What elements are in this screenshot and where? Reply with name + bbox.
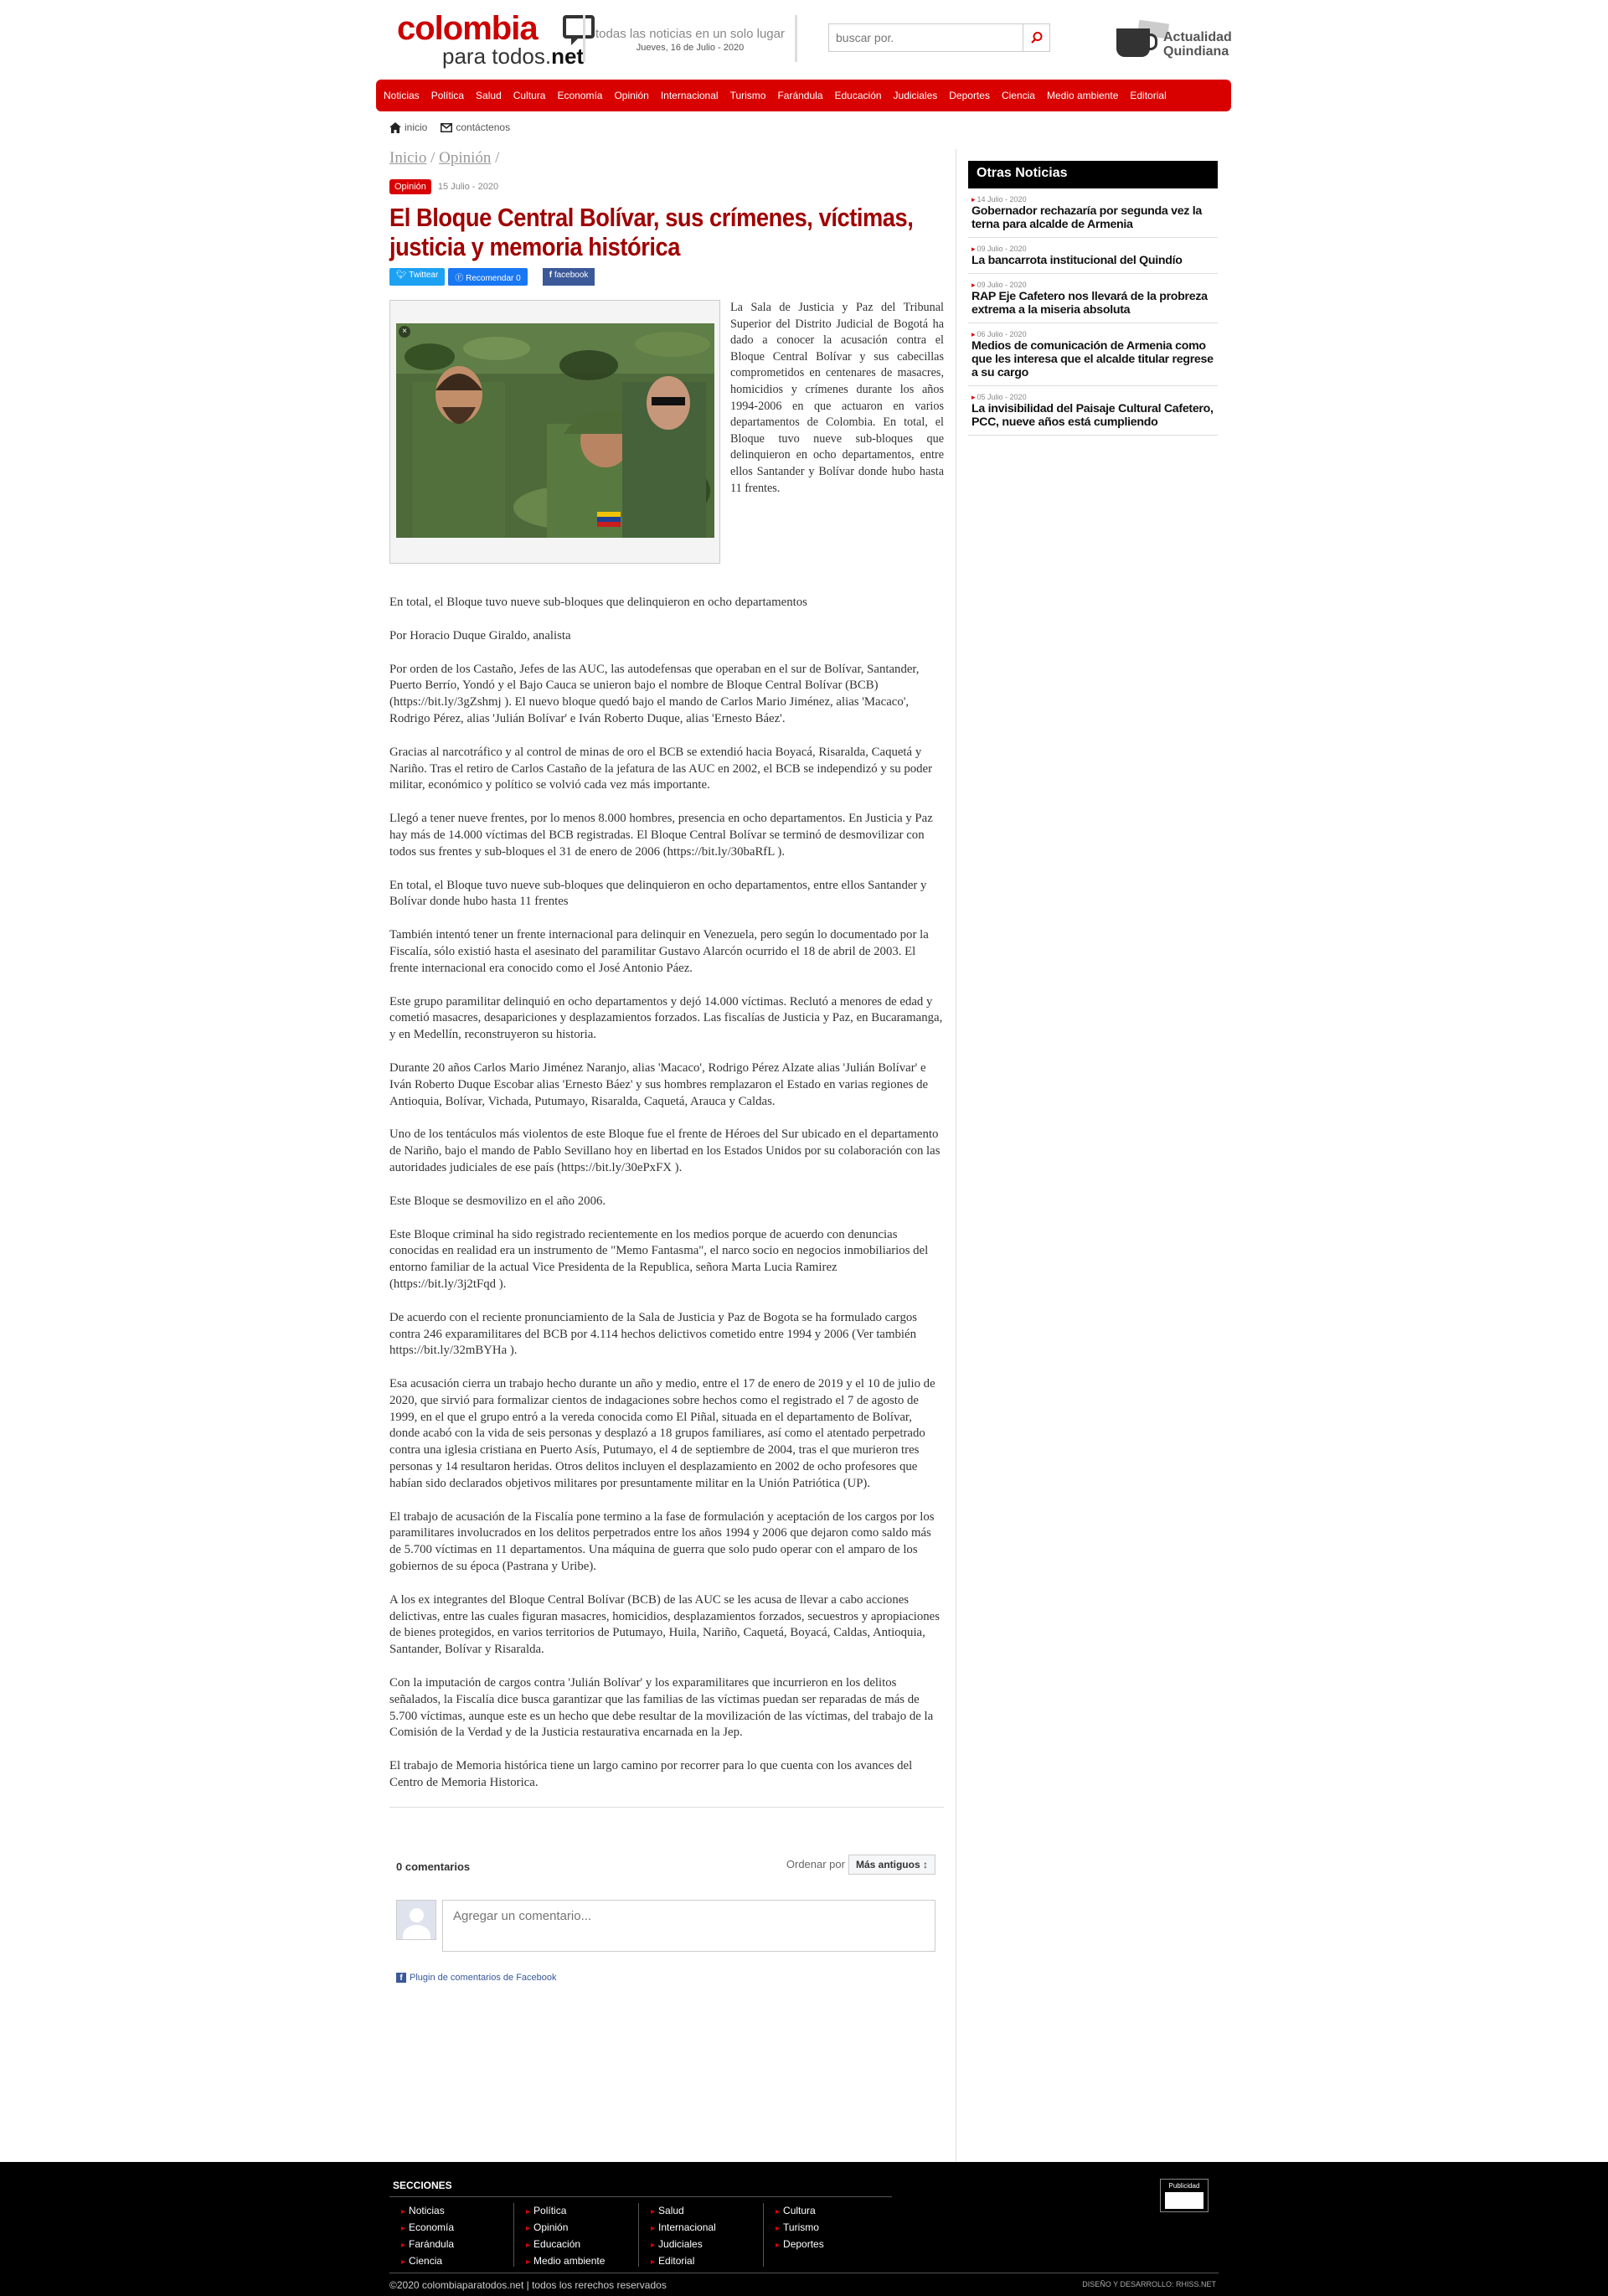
search-button[interactable] [1023, 24, 1049, 51]
footer-link[interactable]: ▸ Educación [526, 2237, 638, 2253]
paragraph: Este Bloque se desmovilizo en el año 2006. [389, 1194, 606, 1208]
news-headline[interactable]: RAP Eje Cafetero nos llevará de la probreza extrema a la miseria absoluta [972, 290, 1208, 317]
article [389, 149, 944, 2025]
nav-item-economia[interactable]: Economía [557, 90, 603, 101]
paragraph: El trabajo de acusación de la Fiscalía pone termino a la fase de formulación y aceptación de los cargos por los paramilitares involucrados en los delitos perpetrados entre los años 1994 y 2006 que dejaron como saldo más de 5.700 víctimas en 11 departamentos. Una máquina de guerra que solo pudo operar con el amparo de los gobiernos de su época (Pastrana y Uribe). [389, 1509, 935, 1574]
home-icon [389, 122, 401, 133]
nav-item-opinion[interactable]: Opinión [614, 90, 649, 101]
logo-line2: para todos.net [442, 44, 585, 69]
copyright: ©2020 colombiaparatodos.net | todos los rerechos reservados [389, 2279, 667, 2291]
article-photo [389, 300, 720, 564]
news-headline[interactable]: Gobernador rechazaría por segunda vez la terna para alcalde de Armenia [972, 204, 1202, 231]
nav-item-salud[interactable]: Salud [476, 90, 502, 101]
article-meta [389, 179, 944, 194]
photo-image [396, 323, 714, 538]
footer-link[interactable]: ▸ Farándula [401, 2237, 513, 2253]
comment-sort [786, 1855, 935, 1875]
sidebar-news-item[interactable] [968, 323, 1218, 386]
news-date: ▸ 06 Julio - 2020 [972, 330, 1214, 339]
close-icon[interactable]: × [399, 326, 410, 338]
footer-column [389, 2203, 514, 2267]
sort-label: Ordenar por [786, 1858, 845, 1871]
partner-name: Actualidad Quindiana [1163, 30, 1232, 59]
paragraph: Este Bloque criminal ha sido registrado recientemente en los medios porque de acuerdo con denuncias conocidas en realidad era un instrumento de "Memo Fantasma", el narco socio en negocios inmobiliarios del entorno familiar de la actual Vice Presidenta de la Republica, señora Marta Lucia Ramirez (https://bit.ly/3j2tFqd ). [389, 1227, 929, 1291]
news-date: ▸ 05 Julio - 2020 [972, 393, 1214, 402]
nav-item-deportes[interactable]: Deportes [949, 90, 990, 101]
facebook-icon: f [396, 1973, 406, 1983]
breadcrumb: Inicio / Opinión / [389, 149, 500, 167]
category-badge[interactable]: Opinión [389, 179, 431, 194]
nav-item-politica[interactable]: Política [430, 90, 465, 101]
footer-link[interactable]: ▸ Política [526, 2203, 638, 2220]
nav-item-internacional[interactable]: Internacional [660, 90, 719, 101]
comment-count: 0 comentarios [396, 1860, 471, 1873]
footer-link[interactable]: ▸ Internacional [651, 2220, 763, 2237]
tagline: todas las noticias en un solo lugar [595, 27, 785, 41]
sort-arrows-icon: ↕︎ [923, 1858, 928, 1870]
site-header [376, 0, 1231, 75]
nav-item-ciencia[interactable]: Ciencia [1001, 90, 1035, 101]
design-credit[interactable]: DISEÑO Y DESARROLLO: RHISS.NET [1082, 2280, 1216, 2288]
paragraph: También intentó tener un frente internacional para delinquir en Venezuela, pero según lo documentado por la Fiscalía, sólo existió hasta el asesinato del paramilitar Gustavo Alarcón ocurrido el 18 de abril de 2003. El frente internacional era conocido como el José Antonio Páez. [389, 928, 929, 975]
footer-link[interactable]: ▸ Judiciales [651, 2237, 763, 2253]
nav-item-noticias[interactable]: Noticias [384, 90, 420, 101]
utility-links [389, 121, 523, 133]
byline: Por Horacio Duque Giraldo, analista [389, 628, 571, 642]
footer-link[interactable]: ▸ Deportes [776, 2237, 889, 2253]
paragraph: Gracias al narcotráfico y al control de minas de oro el BCB se extendió hacia Boyacá, Risaralda, Caquetá y Nariño. Tras el retiro de Carlos Castaño de la jefatura de las AUC en 2002, el BCB se independizó y su poder militar, económico y político se volvió cada vez más importante. [389, 745, 933, 792]
nav-item-farandula[interactable]: Farándula [777, 90, 823, 101]
footer-link[interactable]: ▸ Noticias [401, 2203, 513, 2220]
footer-link[interactable]: ▸ Medio ambiente [526, 2253, 638, 2270]
footer-title: SECCIONES [393, 2180, 452, 2191]
user-avatar [396, 1900, 436, 1940]
news-headline[interactable]: Medios de comunicación de Armenia como que les interesa que el alcalde titular regrese a su cargo [972, 339, 1214, 379]
paragraph: Por orden de los Castaño, Jefes de las AUC, las autodefensas que operaban en el sur de Bolívar, Santander, Puerto Berrío, Yondó y el Bajo Cauca se unieron bajo el nombre de Bloque Central Bolívar (BCB) (https://bit.ly/3gZshmj ). El nuevo bloque quedó bajo el mando de Carlos Mario Jiménez, alias 'Macaco', Rodrigo Pérez, alias 'Julián Bolívar' e Iván Roberto Duque, alias 'Ernesto Báez'. [389, 662, 920, 725]
partner-logo-actualidad-quindiana[interactable] [1113, 18, 1230, 60]
paragraph: Con la imputación de cargos contra 'Julián Bolívar' y los exparamilitares que incurrieron en los delitos señalados, la Fiscalía dice busca garantizar que las familias de las víctimas puedan ser reparadas de más de 5.700 víctimas, aunque este es un hecho que debe resultar de la movilización de las víctimas, del trabajo de la Comisión de la Verdad y de la Justicia restaurativa encarnada en la Jep. [389, 1676, 934, 1740]
footer-column [764, 2203, 889, 2267]
sidebar-news-item[interactable] [968, 238, 1218, 274]
paragraph: En total, el Bloque tuvo nueve sub-bloques que delinquieron en ocho departamentos [389, 596, 807, 609]
nav-item-educacion[interactable]: Educación [834, 90, 882, 101]
search-box [828, 23, 1050, 52]
publicidad-box[interactable] [1160, 2179, 1209, 2212]
twitter-share-button[interactable]: 🐦︎ Twittear [389, 268, 445, 286]
publicidad-banner [1165, 2192, 1203, 2209]
paragraph: En total, el Bloque tuvo nueve sub-bloques que delinquieron en ocho departamentos, entre ellos Santander y Bolívar donde hubo hasta 11 frentes [389, 878, 927, 909]
paragraph: El trabajo de Memoria histórica tiene un largo camino por recorrer para lo que cuenta con los avances del Centro de Memoria Historica. [389, 1759, 913, 1790]
sidebar-title: Otras Noticias [968, 161, 1218, 188]
nav-item-judiciales[interactable]: Judiciales [893, 90, 938, 101]
news-headline[interactable]: La invisibilidad del Paisaje Cultural Cafetero, PCC, nueve años está cumpliendo [972, 402, 1214, 429]
comment-input[interactable] [442, 1900, 935, 1952]
nav-item-editorial[interactable]: Editorial [1130, 90, 1167, 101]
footer-column [639, 2203, 764, 2267]
sidebar-news-item[interactable] [968, 386, 1218, 436]
breadcrumb-section[interactable]: Opinión [439, 149, 492, 167]
paragraph: A los ex integrantes del Bloque Central Bolívar (BCB) de las AUC se les acusa de llevar a cabo acciones delictivas, entre las cuales figuran masacres, homicidios, desplazamientos forzados, secuestros y apropiaciones de bienes protegidos, en varios territorios de Putumayo, Huila, Nariño, Caquetá, Boyacá, Caldas, Antioquia, Santander, Bolívar y Risaralda. [389, 1592, 941, 1657]
footer-link[interactable]: ▸ Opinión [526, 2220, 638, 2237]
footer-link[interactable]: ▸ Salud [651, 2203, 763, 2220]
current-date: Jueves, 16 de Julio - 2020 [636, 43, 745, 53]
publicidad-label: Publicidad [1168, 2182, 1200, 2190]
footer-link[interactable]: ▸ Editorial [651, 2253, 763, 2270]
paragraph: De acuerdo con el reciente pronunciamiento de la Sala de Justicia y Paz de Bogota se ha formulado cargos contra 246 exparamilitares del BCB por 4.114 hechos delictivos cometido entre 1994 y 2006 (Ver también https://bit.ly/32mBYHa ). [389, 1310, 918, 1358]
search-input[interactable] [829, 24, 1022, 51]
sidebar-news-item[interactable] [968, 188, 1218, 238]
share-buttons [389, 268, 944, 286]
article-body [389, 595, 944, 1792]
coffee-cup-icon [1116, 28, 1150, 57]
search-icon [1030, 31, 1044, 44]
news-date: ▸ 09 Julio - 2020 [972, 281, 1214, 290]
nav-item-cultura[interactable]: Cultura [513, 90, 546, 101]
article-lead: La Sala de Justicia y Paz del Tribunal Superior del Distrito Judicial de Bogotá ha dado a conocer la acusación contra el Bloque Central Bolívar y sus cabecillas comprometidos en centenares de masacres, homicidios y crímenes durante los años 1994-2006 en que actuaron en varios departamentos de Colombia. En total, el Bloque tuvo nueve sub-bloques que delinquieron en ocho departamentos, entre ellos Santander y Bolívar donde hubo hasta 11 frentes. [730, 301, 944, 495]
footer-link[interactable]: ▸ Ciencia [401, 2253, 513, 2270]
tagline-box [583, 15, 797, 62]
breadcrumb-home[interactable]: Inicio [389, 149, 427, 167]
paragraph: Uno de los tentáculos más violentos de este Bloque fue el frente de Héroes del Sur ubicado en el departamento de Nariño, bajo el mando de Pablo Sevillano hoy en libertad en los Estados Unidos por su colaboración con las autoridades judiciales de ese país (https://bit.ly/30ePxFX ). [389, 1127, 941, 1174]
news-date: ▸ 09 Julio - 2020 [972, 245, 1214, 254]
main-nav [376, 80, 1231, 111]
lead-section [389, 300, 944, 576]
sort-select[interactable]: Más antiguos ↕︎ [848, 1855, 935, 1875]
footer-sections [389, 2203, 889, 2267]
paragraph: Esa acusación cierra un trabajo hecho durante un año y medio, entre el 17 de enero de 2019 y el 10 de julio de 2020, que sirvió para formalizar cientos de indagaciones sobre hechos como el registrado el 7 de agosto de 1999, en el que el grupo entró a la vereda conocida como El Piñal, situada en el departamento de Bolívar, donde acabó con la vida de seis personas y desplazó a 18 grupos familiares, así como el atentado perpetrado contra una iglesia cristiana en Puerto Asís, Putumayo, el 4 de septiembre de 2004, tras el que murieron tres personas y 14 resultaron heridas. Otros delitos incluyen el desplazamiento en 2002 de ocho profesores que habían sido declarados objetivos militares por presuntamente militar en la Unión Patriótica (UP). [389, 1377, 935, 1490]
article-title: El Bloque Central Bolívar, sus crímenes, víctimas, justicia y memoria histórica [389, 203, 914, 261]
paragraph: Durante 20 años Carlos Mario Jiménez Naranjo, alias 'Macaco', Rodrigo Pérez Alzate alias 'Julián Bolívar' e Iván Roberto Duque Escobar alias 'Ernesto Báez' y sus hombres remplazaron el Estado en varias regiones de Antioquia, Bolívar, Vichada, Putumayo, Risaralda, Caquetá, Arauca y Caldas. [389, 1060, 929, 1108]
home-link[interactable]: inicio [405, 121, 428, 133]
site-footer [0, 2162, 1608, 2296]
nav-item-turismo[interactable]: Turismo [729, 90, 766, 101]
nav-item-medio-ambiente[interactable]: Medio ambiente [1046, 90, 1119, 101]
footer-link[interactable]: ▸ Turismo [776, 2220, 889, 2237]
facebook-plugin-link[interactable]: f Plugin de comentarios de Facebook [396, 1973, 557, 1983]
footer-link[interactable]: ▸ Cultura [776, 2203, 889, 2220]
contact-link[interactable]: contáctenos [456, 121, 511, 133]
article-date: 15 Julio - 2020 [437, 182, 499, 192]
paragraph: Este grupo paramilitar delinquió en ocho departamentos y dejó 14.000 víctimas. Reclutó a menores de edad y cometió masacres, desapariciones y desplazamientos forzados. Las fiscalías de Justicia y Paz, en Bucaramanga, y en Medellín, reconstruyeron su historia. [389, 994, 943, 1042]
footer-divider [389, 2196, 892, 2197]
footer-link[interactable]: ▸ Economía [401, 2220, 513, 2237]
facebook-comments [389, 1808, 944, 2025]
mail-icon [441, 123, 452, 132]
sidebar-news-item[interactable] [968, 274, 1218, 323]
footer-column [514, 2203, 639, 2267]
paragraph: Llegó a tener nueve frentes, por lo menos 8.000 hombres, presencia en ocho departamentos. En Justicia y Paz hay más de 14.000 víctimas del BCB registradas. El Bloque Central Bolívar se terminó de desmovilizar con todos sus frentes y sub-bloques el 31 de enero de 2006 (https://bit.ly/30baRfL ). [389, 812, 933, 859]
site-logo[interactable] [397, 12, 584, 67]
news-date: ▸ 14 Julio - 2020 [972, 195, 1214, 204]
sidebar-otras-noticias [968, 161, 1218, 436]
news-headline[interactable]: La bancarrota institucional del Quindío [972, 254, 1183, 267]
logo-line1: colombia [397, 10, 538, 47]
facebook-recommend-button[interactable]: Ⓕ Recomendar 0 [448, 268, 527, 286]
facebook-share-button[interactable]: f facebook [543, 268, 595, 286]
